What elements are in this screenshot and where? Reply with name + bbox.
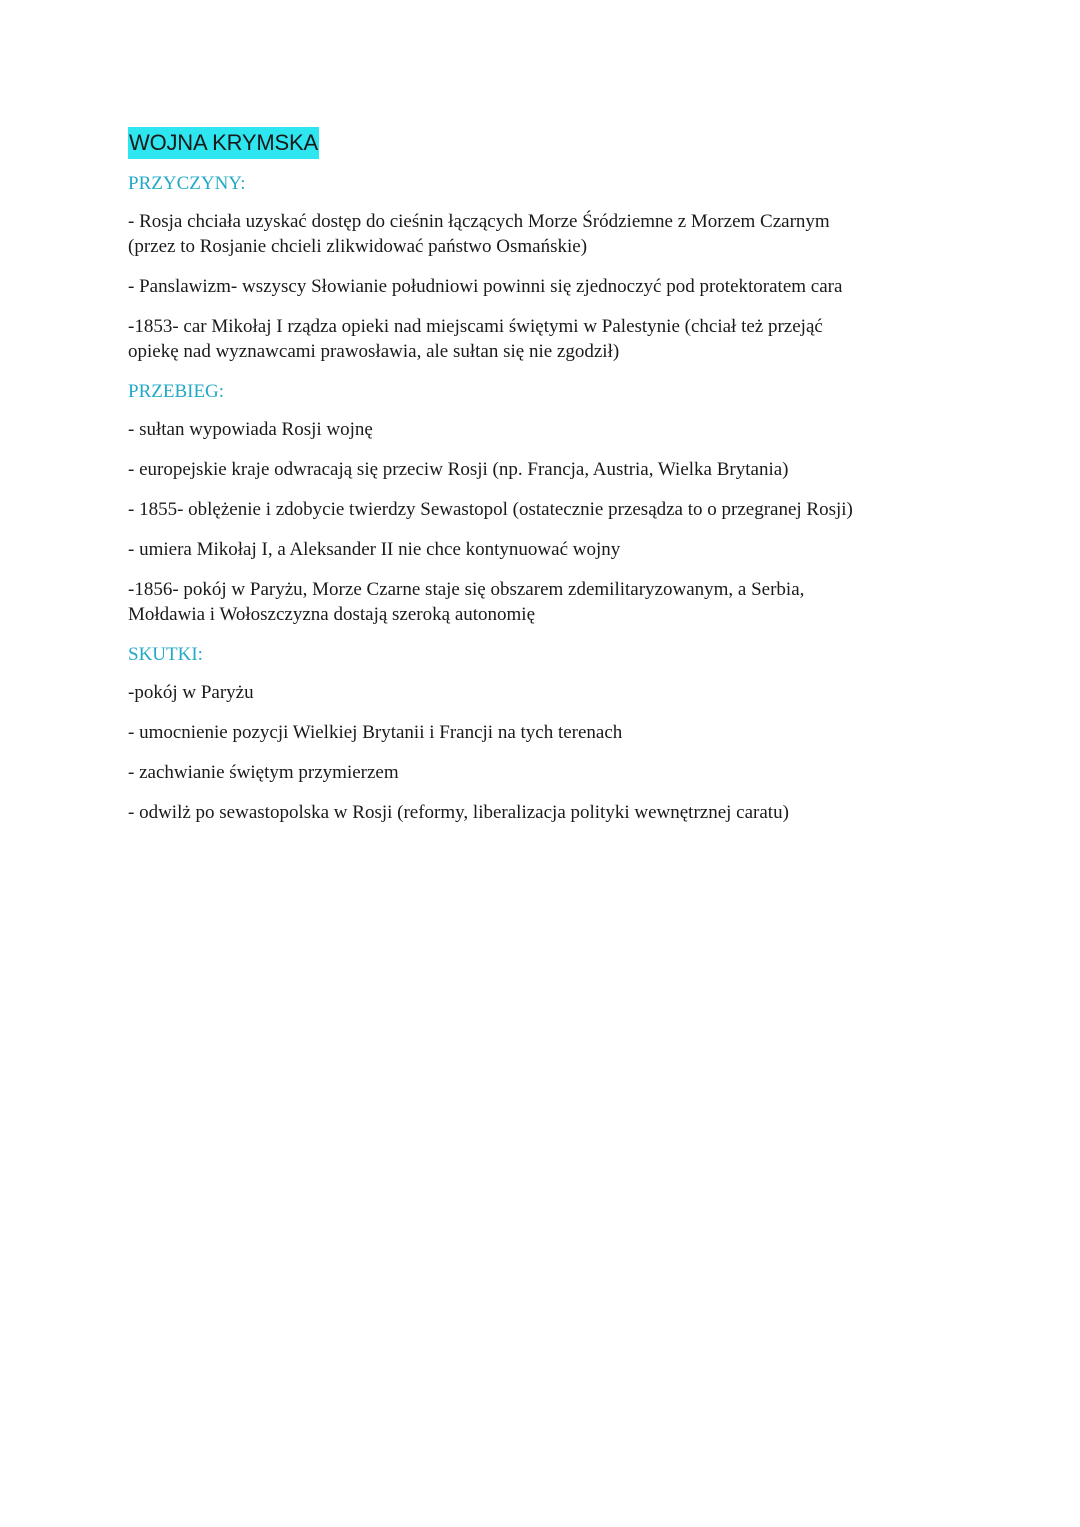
list-item — [128, 537, 988, 562]
text-line: -pokój w Paryżu — [128, 682, 254, 703]
document-page — [128, 127, 988, 840]
list-item — [128, 497, 988, 522]
section-heading: PRZYCZYNY: — [128, 173, 246, 194]
section-causes — [128, 171, 988, 364]
text-line: - umiera Mikołaj I, a Aleksander II nie chce kontynuować wojny — [128, 539, 621, 560]
list-item — [128, 417, 988, 442]
section-effects — [128, 642, 988, 825]
text-line: - 1855- oblężenie i zdobycie twierdzy Sewastopol (ostatecznie przesądza to o przegranej Rosji) — [128, 499, 853, 520]
list-item — [128, 209, 988, 259]
text-line: - umocnienie pozycji Wielkiej Brytanii i Francji na tych terenach — [128, 722, 623, 743]
section-heading: PRZEBIEG: — [128, 381, 225, 402]
text-line: opiekę nad wyznawcami prawosławia, ale sułtan się nie zgodził) — [128, 341, 620, 362]
list-item — [128, 274, 988, 299]
list-item — [128, 457, 988, 482]
list-item — [128, 680, 988, 705]
list-item — [128, 760, 988, 785]
list-item — [128, 720, 988, 745]
text-line: (przez to Rosjanie chcieli zlikwidować państwo Osmańskie) — [128, 236, 588, 257]
text-line: - sułtan wypowiada Rosji wojnę — [128, 419, 373, 440]
text-line: - odwilż po sewastopolska w Rosji (reformy, liberalizacja polityki wewnętrznej caratu) — [128, 802, 789, 823]
text-line: Mołdawia i Wołoszczyzna dostają szeroką autonomię — [128, 604, 536, 625]
list-item — [128, 314, 988, 364]
list-item — [128, 577, 988, 627]
text-line: - Panslawizm- wszyscy Słowianie południowi powinni się zjednoczyć pod protektoratem cara — [128, 276, 843, 297]
text-line: - zachwianie świętym przymierzem — [128, 762, 399, 783]
document-title: WOJNA KRYMSKA — [128, 127, 319, 159]
text-line: - Rosja chciała uzyskać dostęp do cieśnin łączących Morze Śródziemne z Morzem Czarnym — [128, 211, 830, 232]
text-line: - europejskie kraje odwracają się przeciw Rosji (np. Francja, Austria, Wielka Brytania) — [128, 459, 789, 480]
section-course — [128, 379, 988, 627]
text-line: -1853- car Mikołaj I rządza opieki nad miejscami świętymi w Palestynie (chciał też przejąć — [128, 316, 823, 337]
text-line: -1856- pokój w Paryżu, Morze Czarne staje się obszarem zdemilitaryzowanym, a Serbia, — [128, 579, 805, 600]
section-heading: SKUTKI: — [128, 644, 203, 665]
list-item — [128, 800, 988, 825]
